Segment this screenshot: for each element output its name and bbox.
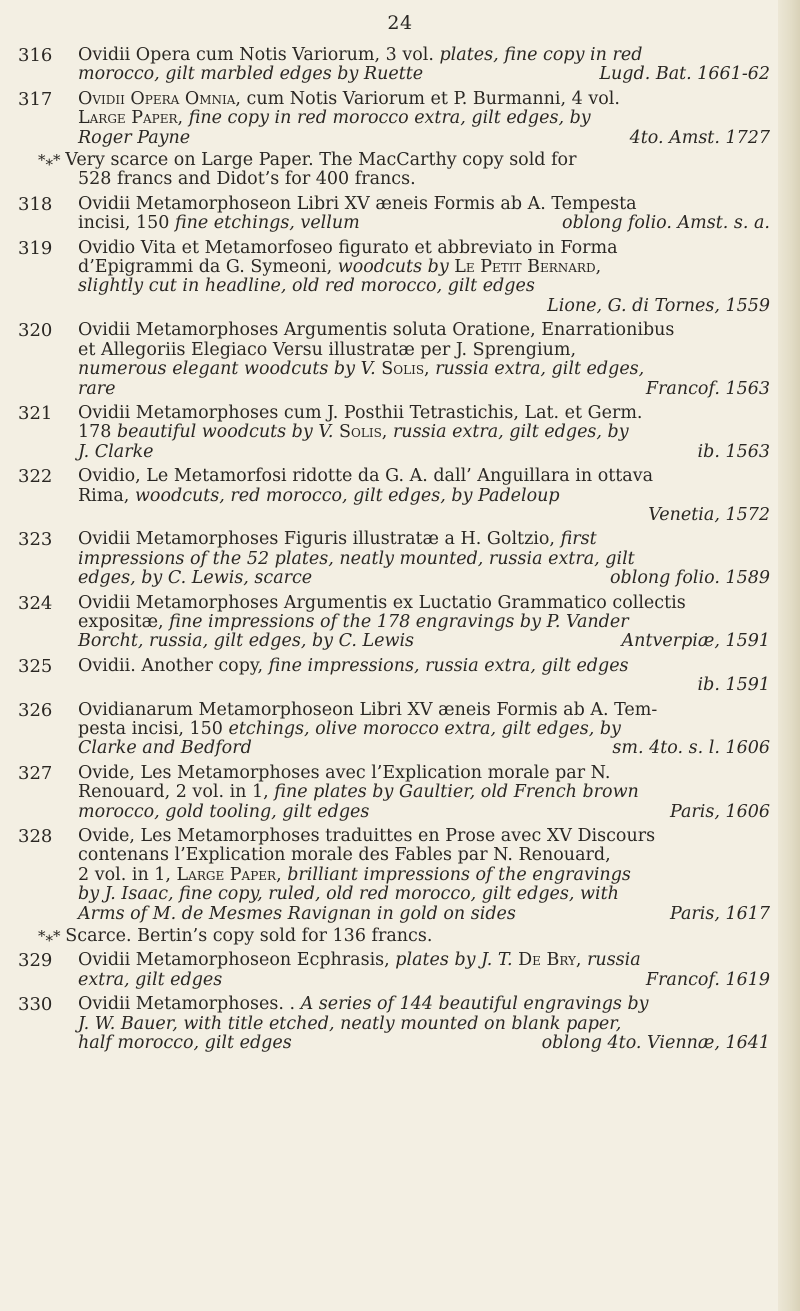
asterism-icon: *⁎* bbox=[38, 151, 66, 170]
line-text: Ovide, Les Metamorphoses avec l’Explication morale par N. bbox=[78, 762, 611, 783]
lot-imprint-line bbox=[78, 506, 770, 525]
line-text: Ovidii Opera cum Notis Variorum, 3 vol. plates, fine copy in red bbox=[78, 45, 643, 65]
line-text: Large Paper, fine copy in red morocco extra, gilt edges, by bbox=[78, 108, 591, 129]
lot-description bbox=[78, 594, 770, 652]
lot-description bbox=[78, 404, 770, 462]
lot-number: 329 bbox=[18, 950, 53, 972]
imprint-text: Lione, G. di Tornes, 1559 bbox=[547, 295, 770, 316]
imprint-text: 4to. Amst. 1727 bbox=[629, 127, 770, 148]
lot-description bbox=[78, 46, 770, 85]
lot-entry bbox=[18, 764, 770, 822]
lot-imprint-line bbox=[78, 65, 770, 84]
line-text: numerous elegant woodcuts by V. Solis, russia extra, gilt edges, bbox=[78, 359, 645, 380]
lot-imprint-line bbox=[78, 739, 770, 758]
lot-text-line bbox=[78, 341, 770, 360]
lot-number: 322 bbox=[18, 466, 53, 488]
lot-text-line bbox=[78, 885, 770, 904]
line-text: morocco, gold tooling, gilt edges bbox=[78, 801, 370, 822]
lot-text-line bbox=[78, 423, 770, 442]
lot-description bbox=[78, 701, 770, 759]
line-text: Ovidii. Another copy, fine impressions, russia extra, gilt edges bbox=[78, 655, 629, 676]
line-text: Roger Payne bbox=[78, 127, 191, 148]
lot-number: 319 bbox=[18, 237, 53, 259]
lot-number: 320 bbox=[18, 320, 53, 342]
lot-text-line bbox=[78, 467, 770, 486]
line-text: Ovidii Metamorphoses Argumentis ex Luctatio Grammatico collectis bbox=[78, 592, 686, 613]
note-line: *⁎* Very scarce on Large Paper. The MacCarthy copy sold for bbox=[38, 150, 577, 171]
lot-number: 323 bbox=[18, 529, 53, 551]
line-text: Ovidii Metamorphoseon Libri XV æneis Formis ab A. Tempesta bbox=[78, 193, 637, 214]
line-text: Ovide, Les Metamorphoses traduittes en Prose avec XV Discours bbox=[78, 826, 656, 847]
lot-imprint-line bbox=[78, 297, 770, 316]
lot-description bbox=[78, 239, 770, 317]
line-text: d’Epigrammi da G. Symeoni, woodcuts by Le Petit Bernard, bbox=[78, 257, 602, 278]
lot-description bbox=[78, 827, 770, 924]
line-text: 178 beautiful woodcuts by V. Solis, russia extra, gilt edges, by bbox=[78, 422, 629, 443]
lot-entry bbox=[18, 701, 770, 759]
lot-text-line bbox=[78, 90, 770, 109]
lot-text-line bbox=[78, 764, 770, 783]
lot-imprint-line bbox=[78, 803, 770, 822]
lot-entry bbox=[18, 90, 770, 148]
line-text: 2 vol. in 1, Large Paper, brilliant impressions of the engravings bbox=[78, 864, 631, 885]
lot-imprint-line bbox=[78, 971, 770, 990]
lot-number: 327 bbox=[18, 762, 53, 784]
line-text: rare bbox=[78, 378, 116, 399]
imprint-text: Paris, 1606 bbox=[669, 801, 770, 822]
lot-number: 317 bbox=[18, 88, 53, 110]
lot-text-line bbox=[78, 550, 770, 569]
lot-number: 318 bbox=[18, 193, 53, 215]
lot-note bbox=[18, 927, 770, 946]
line-text: et Allegoriis Elegiaco Versu illustratæ per J. Sprengium, bbox=[78, 339, 577, 360]
lot-description bbox=[78, 657, 770, 696]
lot-text-line bbox=[78, 720, 770, 739]
lot-text-line bbox=[78, 1015, 770, 1034]
lot-entry bbox=[18, 404, 770, 462]
lot-text-line bbox=[78, 701, 770, 720]
lot-text-line bbox=[78, 487, 770, 506]
lot-entry bbox=[18, 321, 770, 399]
line-text: Ovidio, Le Metamorfosi ridotte da G. A. dall’ Anguillara in ottava bbox=[78, 466, 654, 487]
lot-text-line bbox=[78, 109, 770, 128]
lot-description bbox=[78, 321, 770, 399]
lot-entry bbox=[18, 594, 770, 652]
lot-description bbox=[78, 467, 770, 525]
lot-text-line bbox=[78, 613, 770, 632]
line-text: Ovidii Metamorphoses cum J. Posthii Tetrastichis, Lat. et Germ. bbox=[78, 402, 643, 423]
lot-imprint-line bbox=[78, 676, 770, 695]
imprint-text: oblong 4to. Viennæ, 1641 bbox=[541, 1033, 770, 1054]
lot-imprint-line bbox=[78, 1034, 770, 1053]
lot-text-line bbox=[78, 258, 770, 277]
line-text: Ovidii Opera Omnia, cum Notis Variorum et P. Burmanni, 4 vol. bbox=[78, 88, 620, 109]
lot-text-line bbox=[78, 46, 770, 65]
imprint-text: oblong folio. Amst. s. a. bbox=[562, 213, 770, 234]
lot-entry bbox=[18, 827, 770, 924]
line-text: Ovidii Metamorphoses Figuris illustratæ a H. Goltzio, first bbox=[78, 529, 597, 550]
imprint-text: Lugd. Bat. 1661-62 bbox=[599, 64, 770, 85]
lot-text-line bbox=[78, 277, 770, 296]
line-text: impressions of the 52 plates, neatly mounted, russia extra, gilt bbox=[78, 548, 635, 569]
lot-entry bbox=[18, 951, 770, 990]
lot-text-line bbox=[78, 594, 770, 613]
asterism-icon: *⁎* bbox=[38, 927, 66, 946]
catalogue-list bbox=[18, 46, 770, 1059]
imprint-text: ib. 1563 bbox=[697, 441, 770, 462]
lot-number: 324 bbox=[18, 592, 53, 614]
lot-description bbox=[78, 530, 770, 588]
line-text: Ovidii Metamorphoses Argumentis soluta Oratione, Enarrationibus bbox=[78, 320, 675, 341]
imprint-text: Antverpiæ, 1591 bbox=[621, 631, 770, 652]
lot-note bbox=[18, 151, 770, 190]
line-text: Renouard, 2 vol. in 1, fine plates by Gaultier, old French brown bbox=[78, 782, 639, 803]
lot-description bbox=[78, 90, 770, 148]
lot-entry bbox=[18, 467, 770, 525]
lot-imprint-line bbox=[78, 129, 770, 148]
lot-text-line bbox=[78, 195, 770, 214]
lot-imprint-line bbox=[78, 569, 770, 588]
lot-text-line bbox=[78, 239, 770, 258]
line-text: slightly cut in headline, old red morocco, gilt edges bbox=[78, 276, 535, 297]
note-line: 528 francs and Didot’s for 400 francs. bbox=[78, 169, 416, 190]
lot-imprint-line bbox=[78, 380, 770, 399]
line-text: J. Clarke bbox=[78, 441, 154, 462]
line-text: J. W. Bauer, with title etched, neatly mounted on blank paper, bbox=[78, 1013, 622, 1034]
lot-description bbox=[78, 995, 770, 1053]
imprint-text: oblong folio. 1589 bbox=[609, 568, 770, 589]
line-text: Clarke and Bedford bbox=[78, 738, 252, 759]
lot-number: 330 bbox=[18, 994, 53, 1016]
lot-text-line bbox=[78, 657, 770, 676]
lot-number: 321 bbox=[18, 402, 53, 424]
line-text: contenans l’Explication morale des Fables par N. Renouard, bbox=[78, 845, 611, 866]
lot-description bbox=[78, 764, 770, 822]
lot-text-line bbox=[78, 995, 770, 1014]
line-text: Borcht, russia, gilt edges, by C. Lewis bbox=[78, 631, 415, 652]
note-line: *⁎* Scarce. Bertin’s copy sold for 136 francs. bbox=[38, 926, 433, 947]
line-text: expositæ, fine impressions of the 178 engravings by P. Vander bbox=[78, 611, 629, 632]
lot-number: 316 bbox=[18, 45, 53, 66]
lot-text-line bbox=[78, 360, 770, 379]
lot-entry bbox=[18, 657, 770, 696]
line-text: Arms of M. de Mesmes Ravignan in gold on sides bbox=[78, 903, 516, 924]
line-text: extra, gilt edges bbox=[78, 969, 223, 990]
line-text: morocco, gilt marbled edges by Ruette bbox=[78, 64, 424, 85]
lot-number: 325 bbox=[18, 655, 53, 677]
imprint-text: Venetia, 1572 bbox=[648, 504, 770, 525]
line-text: edges, by C. Lewis, scarce bbox=[78, 568, 313, 589]
page-edge bbox=[778, 0, 800, 1311]
lot-entry bbox=[18, 530, 770, 588]
lot-text-line bbox=[78, 951, 770, 970]
lot-description bbox=[78, 951, 770, 990]
line-text: Ovidianarum Metamorphoseon Libri XV æneis Formis ab A. Tem- bbox=[78, 699, 658, 720]
lot-entry bbox=[18, 995, 770, 1053]
lot-text-line bbox=[78, 846, 770, 865]
lot-text-line bbox=[78, 783, 770, 802]
lot-entry bbox=[18, 239, 770, 317]
lot-text-line bbox=[78, 827, 770, 846]
lot-entry bbox=[18, 195, 770, 234]
lot-text-line bbox=[78, 321, 770, 340]
lot-number: 328 bbox=[18, 826, 53, 848]
line-text: pesta incisi, 150 etchings, olive morocco extra, gilt edges, by bbox=[78, 719, 621, 739]
line-text: incisi, 150 fine etchings, vellum bbox=[78, 213, 360, 234]
line-text: half morocco, gilt edges bbox=[78, 1033, 292, 1054]
imprint-text: Francof. 1563 bbox=[645, 378, 770, 399]
imprint-text: Paris, 1617 bbox=[669, 903, 770, 924]
lot-text-line bbox=[78, 530, 770, 549]
lot-imprint-line bbox=[78, 443, 770, 462]
page-number: 24 bbox=[387, 12, 413, 34]
line-text: by J. Isaac, fine copy, ruled, old red morocco, gilt edges, with bbox=[78, 884, 619, 905]
lot-imprint-line bbox=[78, 632, 770, 651]
lot-text-line bbox=[78, 866, 770, 885]
imprint-text: Francof. 1619 bbox=[645, 969, 770, 990]
lot-description bbox=[78, 195, 770, 234]
imprint-text: sm. 4to. s. l. 1606 bbox=[612, 738, 770, 759]
line-text: Ovidii Metamorphoses. . A series of 144 beautiful engravings by bbox=[78, 994, 649, 1015]
lot-imprint-line bbox=[78, 214, 770, 233]
line-text: Ovidii Metamorphoseon Ecphrasis, plates by J. T. De Bry, russia bbox=[78, 950, 641, 971]
line-text: Rima, woodcuts, red morocco, gilt edges, by Padeloup bbox=[78, 485, 560, 506]
imprint-text: ib. 1591 bbox=[697, 675, 770, 696]
lot-entry bbox=[18, 46, 770, 85]
lot-number: 326 bbox=[18, 699, 53, 721]
lot-imprint-line bbox=[78, 905, 770, 924]
lot-text-line bbox=[78, 404, 770, 423]
line-text: Ovidio Vita et Metamorfoseo figurato et abbreviato in Forma bbox=[78, 237, 618, 258]
